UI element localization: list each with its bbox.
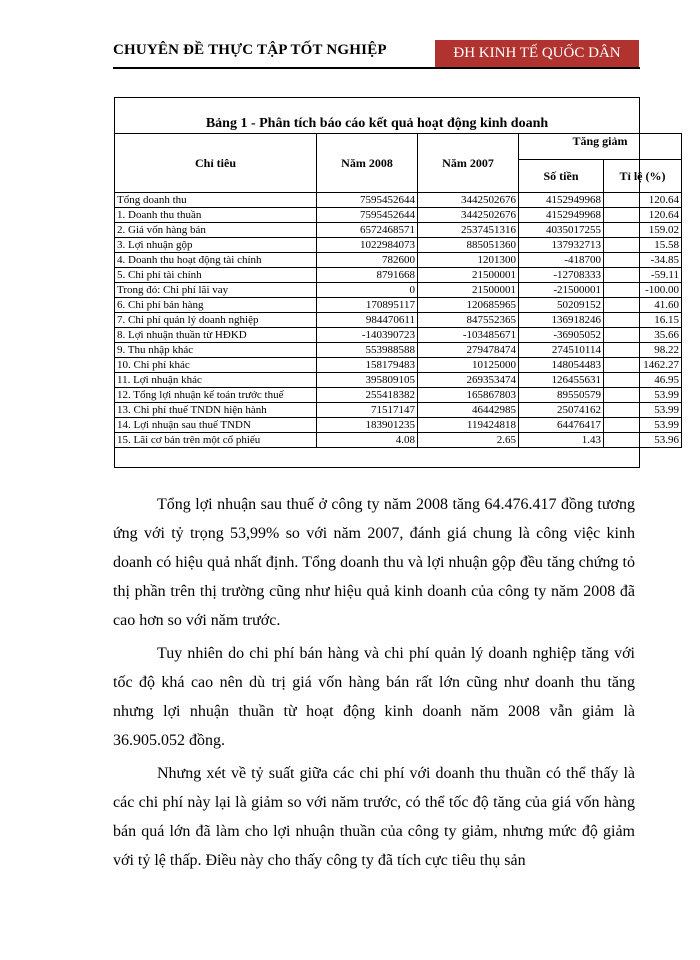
row-value: 279478474: [418, 343, 519, 358]
row-value: 3442502676: [418, 208, 519, 223]
table-row: [115, 373, 682, 388]
row-label: 13. Chi phí thuế TNDN hiện hành: [115, 403, 317, 418]
row-value: 46.95: [604, 373, 682, 388]
table-row: [115, 223, 682, 238]
row-value: -140390723: [317, 328, 418, 343]
row-value: 4152949968: [519, 208, 604, 223]
row-value: -21500001: [519, 283, 604, 298]
table-row: [115, 208, 682, 223]
table-row: [115, 358, 682, 373]
row-value: 41.60: [604, 298, 682, 313]
business-results-table: [114, 133, 682, 448]
paragraph: Tổng lợi nhuận sau thuế ở công ty năm 2008 tăng 64.476.417 đồng tương ứng với tỷ trọng 53,99% so với năm 2007, đánh giá chung là công việc kinh doanh có hiệu quả nhất định. Tổng doanh thu và lợi nhuận gộp đều tăng chứng tỏ thị phần trên thị trường cũng như hiệu quả kinh doanh của công ty năm 2008 đã cao hơn so với năm trước.: [113, 496, 635, 629]
row-label: 15. Lãi cơ bản trên một cổ phiếu: [115, 433, 317, 448]
table-row: [115, 238, 682, 253]
row-value: 782600: [317, 253, 418, 268]
table-row: [115, 343, 682, 358]
table-row: [115, 193, 682, 208]
row-value: 53.99: [604, 388, 682, 403]
row-value: 21500001: [418, 268, 519, 283]
paragraph: Nhưng xét về tỷ suất giữa các chi phí với doanh thu thuần có thể thấy là các chi phí này lại là giảm so với năm trước, có thể tốc độ tăng của giá vốn hàng bán quá lớn đã làm cho lợi nhuận thuần của công ty giảm, nhưng mức độ giảm với tỷ lệ thấp. Điều này cho thấy công ty đã tích cực tiêu thụ sản: [113, 765, 635, 869]
row-value: 120.64: [604, 208, 682, 223]
row-value: 71517147: [317, 403, 418, 418]
row-value: -34.85: [604, 253, 682, 268]
row-value: 148054483: [519, 358, 604, 373]
row-value: -59.11: [604, 268, 682, 283]
row-value: 165867803: [418, 388, 519, 403]
row-value: 1462.27: [604, 358, 682, 373]
table-row: [115, 268, 682, 283]
row-value: 158179483: [317, 358, 418, 373]
row-value: 136918246: [519, 313, 604, 328]
row-value: -36905052: [519, 328, 604, 343]
row-value: 64476417: [519, 418, 604, 433]
table-title: Bảng 1 - Phân tích báo cáo kết quả hoạt động kinh doanh: [205, 116, 549, 131]
row-value: 120.64: [604, 193, 682, 208]
row-value: 50209152: [519, 298, 604, 313]
col-header-2007: Năm 2007: [418, 134, 519, 193]
col-header-rate: Tỉ lệ (%): [604, 160, 682, 193]
row-value: 4035017255: [519, 223, 604, 238]
row-value: 98.22: [604, 343, 682, 358]
row-value: 8791668: [317, 268, 418, 283]
table-row: [115, 328, 682, 343]
row-value: 89550579: [519, 388, 604, 403]
row-value: 984470611: [317, 313, 418, 328]
table-row: [115, 313, 682, 328]
row-value: -418700: [519, 253, 604, 268]
row-value: 4152949968: [519, 193, 604, 208]
row-label: Trong đó: Chi phí lãi vay: [115, 283, 317, 298]
row-value: 395809105: [317, 373, 418, 388]
row-label: 5. Chi phí tài chính: [115, 268, 317, 283]
row-value: -100.00: [604, 283, 682, 298]
row-label: 12. Tổng lợi nhuận kế toán trước thuế: [115, 388, 317, 403]
row-label: 7. Chi phí quản lý doanh nghiệp: [115, 313, 317, 328]
document-header-title: CHUYÊN ĐỀ THỰC TẬP TỐT NGHIỆP: [113, 42, 387, 58]
row-value: 25074162: [519, 403, 604, 418]
row-label: Tổng doanh thu: [115, 193, 317, 208]
row-value: 170895117: [317, 298, 418, 313]
row-value: 21500001: [418, 283, 519, 298]
row-value: 183901235: [317, 418, 418, 433]
row-value: 53.96: [604, 433, 682, 448]
row-label: 4. Doanh thu hoạt động tài chính: [115, 253, 317, 268]
table-row: [115, 253, 682, 268]
analysis-text: [113, 490, 635, 879]
row-value: 53.99: [604, 403, 682, 418]
row-value: 1201300: [418, 253, 519, 268]
row-value: 7595452644: [317, 208, 418, 223]
row-value: 53.99: [604, 418, 682, 433]
row-label: 14. Lợi nhuận sau thuế TNDN: [115, 418, 317, 433]
row-value: 2537451316: [418, 223, 519, 238]
table-row: [115, 433, 682, 448]
row-value: 46442985: [418, 403, 519, 418]
row-value: 1.43: [519, 433, 604, 448]
row-value: 885051360: [418, 238, 519, 253]
row-value: 137932713: [519, 238, 604, 253]
table-row: [115, 403, 682, 418]
row-value: 4.08: [317, 433, 418, 448]
row-value: 7595452644: [317, 193, 418, 208]
row-label: 8. Lợi nhuận thuần từ HĐKD: [115, 328, 317, 343]
row-value: 274510114: [519, 343, 604, 358]
paragraph: Tuy nhiên do chi phí bán hàng và chi phí quản lý doanh nghiệp tăng với tốc độ khá cao nên dù trị giá vốn hàng bán rất lớn cũng như doanh thu tăng nhưng lợi nhuận thuần từ hoạt động kinh doanh năm 2008 vẫn giảm là 36.905.052 đồng.: [113, 645, 635, 749]
table-row: [115, 283, 682, 298]
col-header-indicator: Chỉ tiêu: [115, 134, 317, 193]
table-row: [115, 388, 682, 403]
col-header-amount: Số tiền: [519, 160, 604, 193]
row-value: 159.02: [604, 223, 682, 238]
row-value: 0: [317, 283, 418, 298]
row-value: 269353474: [418, 373, 519, 388]
row-value: 2.65: [418, 433, 519, 448]
row-value: 6572468571: [317, 223, 418, 238]
row-value: 16.15: [604, 313, 682, 328]
col-header-2008: Năm 2008: [317, 134, 418, 193]
row-value: -12708333: [519, 268, 604, 283]
header-divider: [113, 67, 640, 69]
row-label: 9. Thu nhập khác: [115, 343, 317, 358]
col-header-change: Tăng giảm: [519, 134, 682, 160]
row-value: 3442502676: [418, 193, 519, 208]
row-label: 2. Giá vốn hàng bán: [115, 223, 317, 238]
row-label: 6. Chi phí bán hàng: [115, 298, 317, 313]
table-row: [115, 298, 682, 313]
row-label: 1. Doanh thu thuần: [115, 208, 317, 223]
row-value: 15.58: [604, 238, 682, 253]
row-label: 11. Lợi nhuận khác: [115, 373, 317, 388]
row-value: 255418382: [317, 388, 418, 403]
row-value: -103485671: [418, 328, 519, 343]
row-value: 119424818: [418, 418, 519, 433]
row-value: 120685965: [418, 298, 519, 313]
row-value: 10125000: [418, 358, 519, 373]
row-value: 1022984073: [317, 238, 418, 253]
row-value: 35.66: [604, 328, 682, 343]
row-value: 553988588: [317, 343, 418, 358]
row-value: 126455631: [519, 373, 604, 388]
row-value: 847552365: [418, 313, 519, 328]
table-row: [115, 418, 682, 433]
school-name-badge: ĐH KINH TẾ QUỐC DÂN: [435, 40, 639, 67]
row-label: 10. Chi phí khác: [115, 358, 317, 373]
row-label: 3. Lợi nhuận gộp: [115, 238, 317, 253]
